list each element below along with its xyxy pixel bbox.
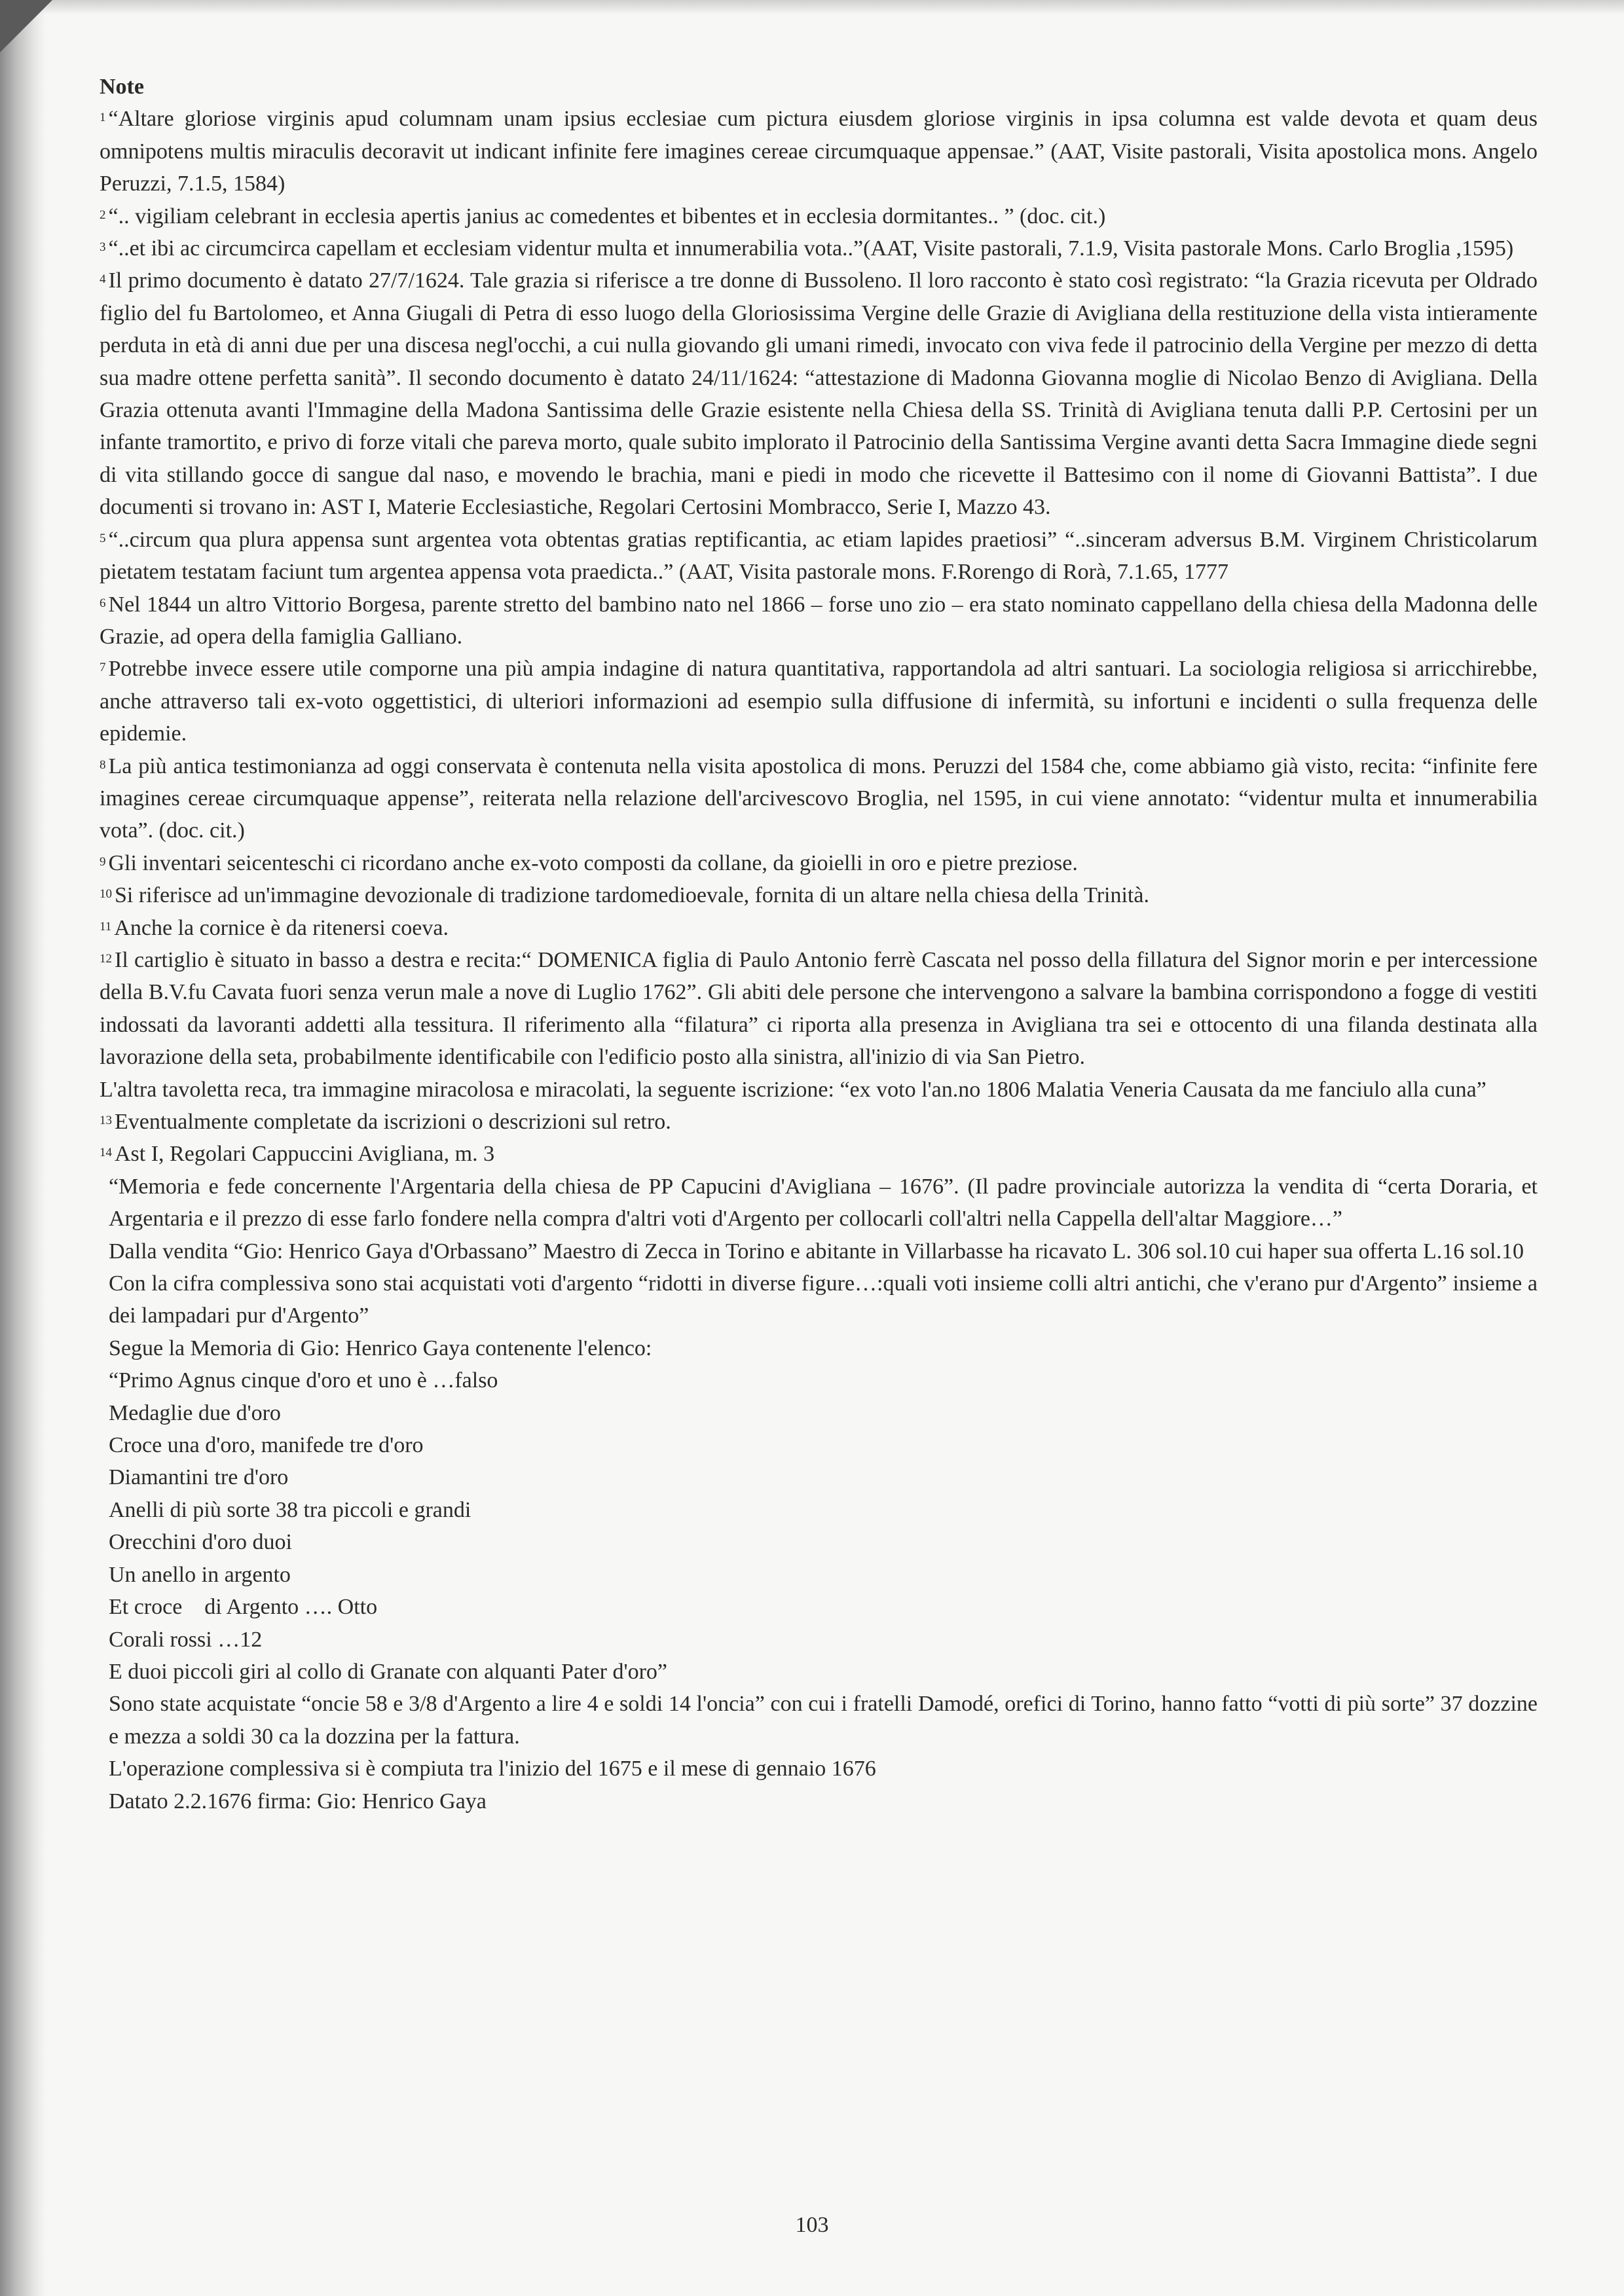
footnote <box>100 750 1538 847</box>
footnote-number: 7 <box>100 661 106 675</box>
inventory-item: Medaglie due d'oro <box>109 1400 281 1425</box>
footnote-number: 14 <box>100 1146 112 1160</box>
footnote <box>100 1138 1538 1170</box>
footnote-text: “Altare gloriose virginis apud columnam unam ipsius ecclesiae cum pictura eiusdem gloriose virginis in ipsa columna est valde devota et quam deus omnipotens multis miraculis decoravit ut indicant infinite fere imagines cereae circumquaque appensae.” (AAT, Visite pastorali, Visita apostolica mons. Angelo Peruzzi, 7.1.5, 1584) <box>100 107 1538 196</box>
inventory-item: Un anello in argento <box>109 1562 291 1587</box>
footnote-number: 8 <box>100 757 106 772</box>
footnote-text: Anche la cornice è da ritenersi coeva. <box>114 915 449 940</box>
footnote <box>100 1106 1538 1138</box>
footnote-number: 11 <box>100 919 112 934</box>
footnote-number: 6 <box>100 596 106 610</box>
page-number: 103 <box>795 2213 829 2237</box>
footnote <box>100 103 1538 200</box>
footnote-number: 13 <box>100 1114 112 1127</box>
top-edge-shadow <box>0 0 1624 14</box>
footnote-number: 12 <box>100 951 112 966</box>
inventory-item: Orecchini d'oro duoi <box>109 1530 292 1555</box>
footnote <box>100 232 1538 264</box>
transcription-paragraph: Con la cifra complessiva sono stai acquistati voti d'argento “ridotti in diverse figure…:quali voti insieme colli altri antichi, che v'erano pur d'Argento” insieme a dei lampadari pur d'Argento” <box>109 1271 1538 1328</box>
footnote-number: 10 <box>100 887 112 902</box>
footnote-number: 5 <box>100 531 106 545</box>
footnote <box>100 847 1538 879</box>
inventory-item: Et croce di Argento …. Otto <box>109 1595 378 1620</box>
transcription-paragraph: Datato 2.2.1676 firma: Gio: Henrico Gaya <box>109 1789 487 1813</box>
transcription-paragraph: L'operazione complessiva si è compiuta tra l'inizio del 1675 e il mese di gennaio 1676 <box>109 1757 876 1781</box>
footnote-number: 1 <box>100 111 106 125</box>
page-corner-shadow <box>0 0 52 52</box>
notes-heading: Note <box>100 75 144 99</box>
footnote <box>100 200 1538 232</box>
footnote <box>100 589 1538 653</box>
inventory-item: “Primo Agnus cinque d'oro et uno è …falso <box>109 1368 498 1393</box>
footnote-text: “..circum qua plura appensa sunt argentea vota obtentas gratias reptificantia, ac etiam lapides praetiosi” “..sinceram adversus B.M. Virginem Christicolarum pietatem testatam faciunt tum argentea appensa vota praedicta..” (AAT, Visita pastorale mons. F.Rorengo di Rorà, 7.1.65, 1777 <box>100 527 1538 585</box>
footnote <box>100 524 1538 589</box>
footnote <box>100 264 1538 523</box>
footnote <box>100 653 1538 750</box>
footnote-number: 9 <box>100 854 106 869</box>
footnote-text: Ast I, Regolari Cappuccini Avigliana, m. 3 <box>115 1142 495 1167</box>
inventory-item: Diamantini tre d'oro <box>109 1465 289 1490</box>
notes-section <box>100 71 1538 1817</box>
footnote-text: “..et ibi ac circumcirca capellam et ecclesiam videntur multa et innumerabilia vota..”(AAT, Visite pastorali, 7.1.9, Visita pastorale Mons. Carlo Broglia ,1595) <box>108 236 1514 261</box>
footnote-number: 3 <box>100 240 106 255</box>
footnote <box>100 879 1538 911</box>
footnote-text: La più antica testimonianza ad oggi conservata è contenuta nella visita apostolica di mons. Peruzzi del 1584 che, come abbiamo già visto, recita: “infinite fere imagines cereae circumquaque appense”, reiterata nella relazione dell'arcivescovo Broglia, nel 1595, in cui viene annotato: “videntur multa et innumerabilia vota”. (doc. cit.) <box>100 754 1538 843</box>
footnote-continuation: L'altra tavoletta reca, tra immagine miracolosa e miracolati, la seguente iscrizione: “ex voto l'an.no 1806 Malatia Veneria Causata da me fanciulo alla cuna” <box>100 1077 1486 1102</box>
inventory-item: E duoi piccoli giri al collo di Granate con alquanti Pater d'oro” <box>109 1659 668 1684</box>
transcription-paragraph: Sono state acquistate “oncie 58 e 3/8 d'Argento a lire 4 e soldi 14 l'oncia” con cui i fratelli Damodé, orefici di Torino, hanno fatto “votti di più sorte” 37 dozzine e mezza a soldi 30 ca la dozzina per la fattura. <box>109 1692 1538 1749</box>
footnote-text: Si riferisce ad un'immagine devozionale di tradizione tardomedioevale, fornita di un altare nella chiesa della Trinità. <box>115 883 1149 908</box>
footnote-text: Il cartiglio è situato in basso a destra e recita:“ DOMENICA figlia di Paulo Antonio ferrè Cascata nel posso della fillatura del Signor morin e per intercessione della B.V.fu Cavata fuori senza verun male a nove di Luglio 1762”. Gli abiti dele persone che intervengono a salvare la bambina corrispondono a fogge di vestiti indossati da lavoranti addetti alla tessitura. Il riferimento alla “filatura” ci riporta alla presenza in Avigliana tra sei e ottocento di una filanda destinata alla lavorazione della seta, probabilmente identificabile con l'edificio posto alla sinistra, all'inizio di via San Pietro. <box>100 947 1538 1070</box>
transcription-paragraph: Dalla vendita “Gio: Henrico Gaya d'Orbassano” Maestro di Zecca in Torino e abitante in Villarbasse ha ricavato L. 306 sol.10 cui haper sua offerta L.16 sol.10 <box>109 1239 1524 1264</box>
archival-transcription <box>100 1171 1538 1817</box>
footnote <box>100 944 1538 1074</box>
footnote-text: Gli inventari seicenteschi ci ricordano anche ex-voto composti da collane, da gioielli in oro e pietre preziose. <box>108 850 1078 875</box>
book-binding-shadow <box>0 0 46 2296</box>
footnote <box>100 912 1538 944</box>
footnote-text: Eventualmente completate da iscrizioni o descrizioni sul retro. <box>115 1110 671 1134</box>
inventory-item: Croce una d'oro, manifede tre d'oro <box>109 1433 424 1458</box>
footnote-text: Potrebbe invece essere utile comporne una più ampia indagine di natura quantitativa, rapportandola ad altri santuari. La sociologia religiosa si arricchirebbe, anche attraverso tali ex-voto oggettistici, di ulteriori informazioni ad esempio sulla diffusione di infermità, su infortuni e incidenti o sulla frequenza delle epidemie. <box>100 657 1538 746</box>
inventory-item: Corali rossi …12 <box>109 1627 263 1652</box>
inventory-item: Anelli di più sorte 38 tra piccoli e grandi <box>109 1497 471 1522</box>
notes-list <box>100 103 1538 1073</box>
footnote-text: “.. vigiliam celebrant in ecclesia apertis janius ac comedentes et bibentes et in ecclesia dormitantes.. ” (doc. cit.) <box>108 204 1106 228</box>
footnote-text: Il primo documento è datato 27/7/1624. Tale grazia si riferisce a tre donne di Bussoleno. Il loro racconto è stato così registrato: “la Grazia ricevuta per Oldrado figlio del fu Bartolomeo, et Anna Giugali di Petra di esso luogo della Gloriosissima Vergine delle Grazie di Avigliana della restituzione della vista intieramente perduta in età di anni due per una discesa negl'occhi, a cui nulla giovando gli umani rimedi, invocato con viva fede il patrocinio della Vergine per mezzo di detta sua madre ottene perfetta sanità”. Il secondo documento è datato 24/11/1624: “attestazione di Madonna Giovanna moglie di Nicolao Benzo di Avigliana. Della Grazia ottenuta avanti l'Immagine della Madona Santissima delle Grazie esistente nella Chiesa della SS. Trinità di Avigliana tenuta dalli P.P. Certosini per un infante tramortito, e privo di forze vitali che pareva morto, quale subito implorato il Patrocinio della Santissima Vergine avanti detta Sacra Immagine diede segni di vita stillando gocce di sangue dal naso, e movendo le brachia, mani e piedi in modo che ricevette il Battesimo con il nome di Giovanni Battista”. I due documenti si trovano in: AST I, Materie Ecclesiastiche, Regolari Certosini Mombracco, Serie I, Mazzo 43. <box>100 268 1538 520</box>
footnote-number: 2 <box>100 208 106 222</box>
footnote-text: Nel 1844 un altro Vittorio Borgesa, parente stretto del bambino nato nel 1866 – forse uno zio – era stato nominato cappellano della chiesa della Madonna delle Grazie, ad opera della famiglia Galliano. <box>100 592 1538 649</box>
footnote-number: 4 <box>100 272 106 287</box>
transcription-paragraph: “Memoria e fede concernente l'Argentaria della chiesa de PP Capucini d'Avigliana – 1676”. (Il padre provinciale autorizza la vendita di “certa Doraria, et Argentaria e il prezzo di esse farlo fondere nella compra d'altri voti d'Argento per collocarli coll'altri nella Cappella dell'altar Maggiore…” <box>109 1174 1538 1231</box>
transcription-paragraph: Segue la Memoria di Gio: Henrico Gaya contenente l'elenco: <box>109 1336 652 1360</box>
